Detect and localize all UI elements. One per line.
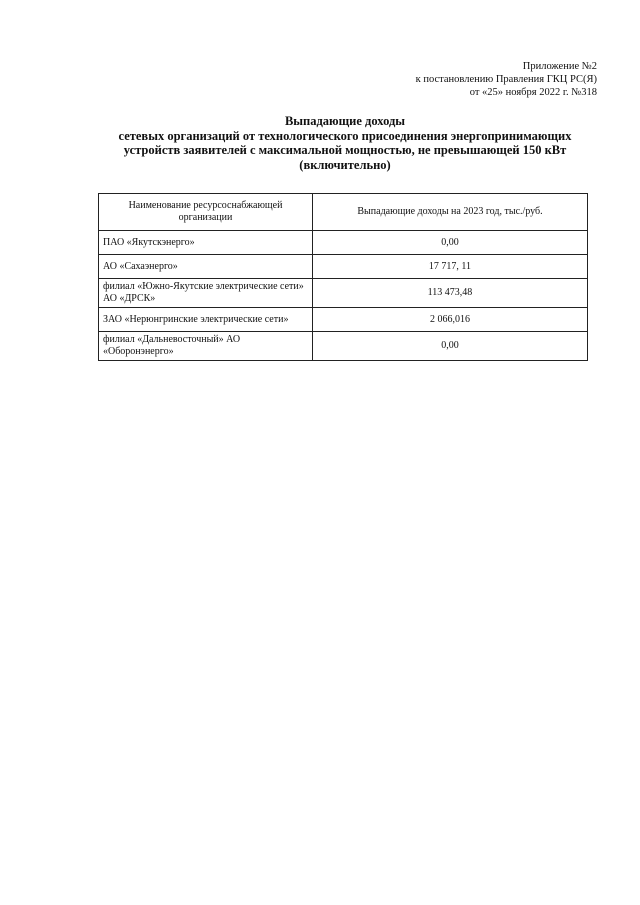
- document-title: [95, 114, 595, 172]
- organization-name: филиал «Южно-Якутские электрические сети» АО «ДРСК»: [99, 279, 313, 308]
- resolution-reference: к постановлению Правления ГКЦ РС(Я): [415, 74, 597, 85]
- table-header-row: [99, 194, 588, 231]
- appendix-number: Приложение №2: [522, 61, 597, 72]
- organization-name: АО «Сахаэнерго»: [99, 255, 313, 279]
- lost-income-value: 2 066,016: [313, 308, 588, 332]
- appendix-header: [416, 60, 597, 99]
- lost-income-value: 17 717, 11: [313, 255, 588, 279]
- lost-income-value: 0,00: [313, 332, 588, 361]
- lost-income-value: 113 473,48: [313, 279, 588, 308]
- title-line-4: (включительно): [299, 157, 391, 172]
- lost-income-table: [98, 193, 588, 361]
- title-line-1: Выпадающие доходы: [284, 114, 406, 128]
- resolution-date: от «25» ноября 2022 г. №318: [469, 87, 597, 98]
- table-row: [99, 279, 588, 308]
- table-row: [99, 255, 588, 279]
- column-header-lost-income: Выпадающие доходы на 2023 год, тыс./руб.: [313, 194, 588, 231]
- title-line-3: устройств заявителей с максимальной мощностью, не превышающей 150 кВт: [123, 143, 567, 157]
- table-row: [99, 332, 588, 361]
- table-row: [99, 308, 588, 332]
- table-row: [99, 231, 588, 255]
- lost-income-value: 0,00: [313, 231, 588, 255]
- title-line-2: сетевых организаций от технологического присоединения энергопринимающих: [118, 128, 572, 143]
- column-header-organization: Наименование ресурсоснабжающей организации: [99, 194, 313, 231]
- organization-name: филиал «Дальневосточный» АО «Оборонэнерго»: [99, 332, 313, 361]
- organization-name: ПАО «Якутскэнерго»: [99, 231, 313, 255]
- organization-name: ЗАО «Нерюнгринские электрические сети»: [99, 308, 313, 332]
